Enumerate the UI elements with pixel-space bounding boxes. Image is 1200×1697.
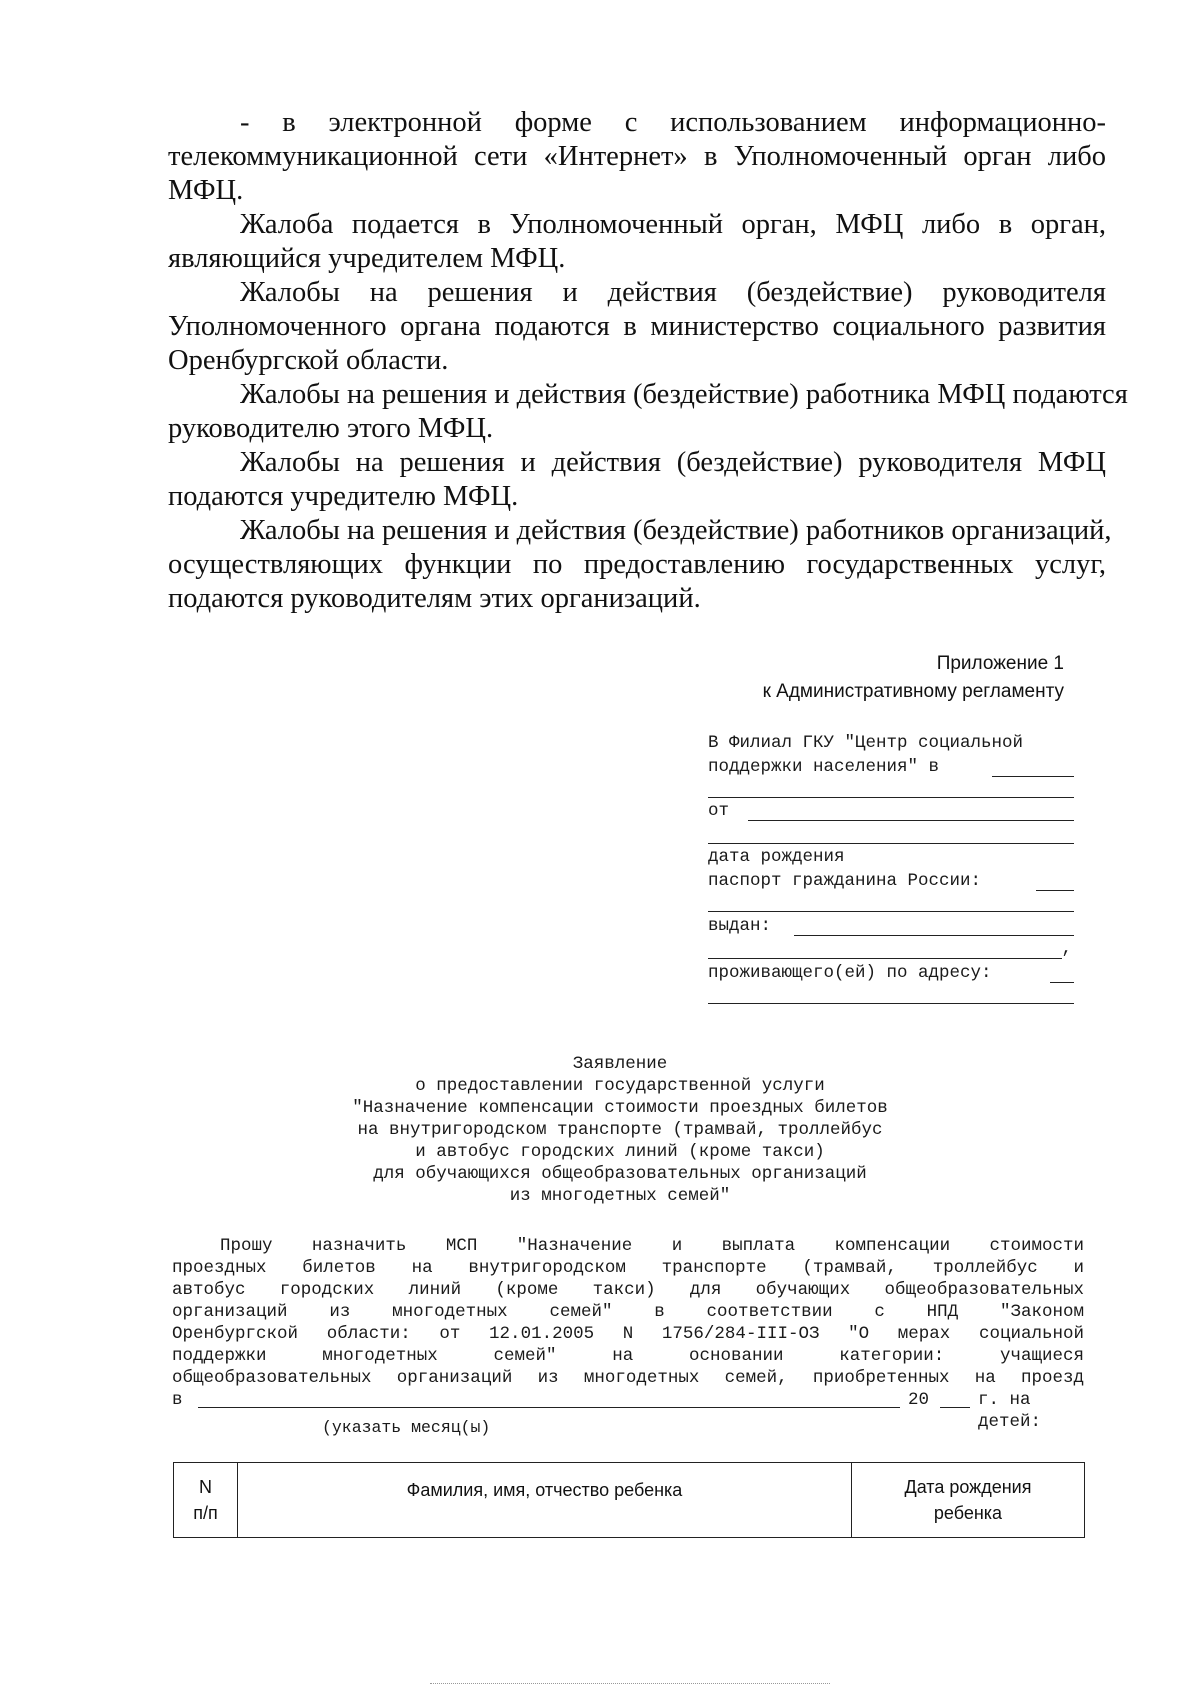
address-blank-2[interactable] [708,1003,1074,1004]
p6-line3: подаются руководителям этих организаций. [168,583,701,614]
request-line-6: поддержки многодетных семей" на основании категории: учащиеся [172,1346,1084,1366]
p2-line1: Жалоба подается в Уполномоченный орган, МФЦ либо в орган, [240,209,1106,240]
appendix-line1: Приложение 1 [936,653,1064,674]
p1-line1: - в электронной форме с использованием информационно- [240,107,1106,138]
request-line-7: общеобразовательных организаций из многодетных семей, приобретенных на проезд [172,1368,1084,1388]
from-label: от [708,801,730,821]
p2-line2: являющийся учредителем МФЦ. [168,243,566,274]
col-birthdate-line2: ребенка [933,1503,1003,1523]
children-table-header [173,1462,1085,1538]
for-children-label: г. на детей: [978,1390,1042,1432]
title-line-3: "Назначение компенсации стоимости проездных билетов [352,1098,888,1118]
appendix-line2: к Административному регламенту [762,681,1064,702]
issued-blank[interactable] [794,935,1074,936]
p5-line2: подаются учредителю МФЦ. [168,481,519,512]
p3-line3: Оренбургской области. [168,345,449,376]
request-line-1: Прошу назначить МСП "Назначение и выплата компенсации стоимости [220,1236,1084,1256]
p3-line1: Жалобы на решения и действия (бездействие) руководителя [240,277,1106,308]
month-hint: (указать месяц(ы) [322,1418,491,1437]
request-line-5: Оренбургской области: от 12.01.2005 N 1756/284-III-ОЗ "О мерах социальной [172,1324,1084,1344]
issued-label: выдан: [708,916,772,936]
title-line-4: на внутригородском транспорте (трамвай, троллейбус [357,1120,883,1140]
addressee-block [708,731,1074,1011]
address-blank[interactable] [1050,982,1074,983]
scan-edge-artifact [430,1683,830,1684]
title-line-1: Заявление [572,1054,668,1074]
month-prefix: в [172,1390,183,1410]
issued-row-2 [708,937,1074,961]
passport-label: паспорт гражданина России: [708,871,982,891]
p1-line2: телекоммуникационной сети «Интернет» в Уполномоченный орган либо [168,141,1106,172]
title-line-5: и автобус городских линий (кроме такси) [415,1142,825,1162]
request-line-3: автобус городских линий (кроме такси) для обучающих общеобразовательных [172,1280,1084,1300]
p1-line3: МФЦ. [168,175,244,206]
month-blank[interactable] [198,1407,900,1408]
addressee-to-line2 [708,755,1074,779]
year-blank[interactable] [940,1407,970,1408]
col-number-header [174,1463,238,1537]
request-line-2: проездных билетов на внутригородском транспорте (трамвай, троллейбус и [172,1258,1084,1278]
col-birthdate-header [852,1463,1084,1537]
col-birthdate-line1: Дата рождения [904,1477,1032,1497]
issued-comma: , [1061,939,1072,959]
title-line-6: для обучающихся общеобразовательных организаций [373,1164,867,1184]
p5-line1: Жалобы на решения и действия (бездействие) руководителя МФЦ [240,447,1106,478]
passport-blank-2[interactable] [708,911,1074,912]
request-line-4: организаций из многодетных семей" в соответствии с НПД "Законом [172,1302,1084,1322]
col-number-line2: п/п [193,1503,218,1523]
title-line-7: из многодетных семей" [509,1186,731,1206]
from-row [708,799,1074,823]
from-blank[interactable] [748,820,1074,821]
issued-blank-2[interactable] [708,958,1062,959]
p6-line2: осуществляющих функции по предоставлению государственных услуг, [168,549,1106,580]
p4-line2: руководителю этого МФЦ. [168,413,494,444]
passport-row [708,869,1074,893]
p6-line1: Жалобы на решения и действия (бездействие) работников организаций, [240,515,1112,546]
office-blank-2[interactable] [708,797,1074,798]
issued-row [708,914,1074,938]
addressee-to-line2-text: поддержки населения" в [708,757,940,777]
title-line-2: о предоставлении государственной услуги [415,1076,825,1096]
passport-blank[interactable] [1036,890,1074,891]
appendix-heading [763,650,1064,706]
year-prefix: 20 [908,1390,930,1410]
office-blank[interactable] [992,776,1074,777]
col-name-header: Фамилия, имя, отчество ребенка [238,1463,852,1537]
complaint-text-block [168,106,1128,616]
addressee-to-line1: В Филиал ГКУ "Центр социальной [708,733,1024,753]
birth-label: дата рождения [708,847,845,867]
address-label: проживающего(ей) по адресу: [708,963,992,983]
from-blank-2[interactable] [708,843,1074,844]
p4-line1: Жалобы на решения и действия (бездействие) работника МФЦ подаются [240,379,1128,410]
p3-line2: Уполномоченного органа подаются в министерство социального развития [168,311,1106,342]
address-row [708,961,1074,985]
col-number-line1: N [199,1477,212,1497]
application-title [300,1053,940,1207]
